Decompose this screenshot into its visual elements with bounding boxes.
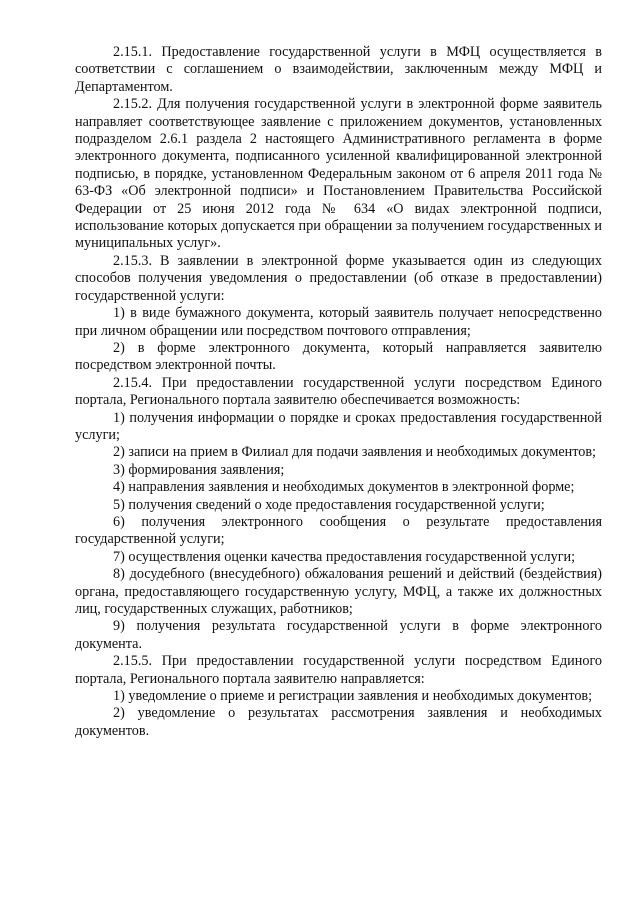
list-item-2-15-3-2: 2) в форме электронного документа, который направляется заявителю посредством электронной почты. <box>75 339 602 374</box>
paragraph-2-15-1: 2.15.1. Предоставление государственной услуги в МФЦ осуществляется в соответствии с соглашением о взаимодействии, заключенным между МФЦ и Департаментом. <box>75 44 602 95</box>
document-page <box>75 44 602 740</box>
paragraph-2-15-3: 2.15.3. В заявлении в электронной форме указывается один из следующих способов получения уведомления о предоставлении (об отказе в предоставлении) государственной услуги: <box>75 252 602 304</box>
list-item-2-15-4-9: 9) получения результата государственной услуги в форме электронного документа. <box>75 618 602 652</box>
list-item-2-15-5-2: 2) уведомление о результатах рассмотрения заявления и необходимых документов. <box>75 705 602 739</box>
paragraph-2-15-5: 2.15.5. При предоставлении государственной услуги посредством Единого портала, Регионального портала заявителю направляется: <box>75 653 602 687</box>
list-item-2-15-4-6: 6) получения электронного сообщения о результате предоставления государственной услуги; <box>75 513 602 548</box>
list-item-2-15-4-7: 7) осуществления оценки качества предоставления государственной услуги; <box>113 548 576 565</box>
paragraph-2-15-2: 2.15.2. Для получения государственной услуги в электронной форме заявитель направляет соответствующее заявление с приложением документов, установленных подразделом 2.6.1 раздела 2 настоящего Административного регламента в форме электронного документа, подписанного усиленной квалифицированной электронной подписью, в порядке, установленном Федеральным законом от 6 апреля 2011 года № 63-ФЗ «Об электронной подписи» и Постановлением Правительства Российской Федерации от 25 июня 2012 года № 634 «О видах электронной подписи, использование которых допускается при обращении за получением государственных и муниципальных услуг». <box>75 96 602 252</box>
list-item-2-15-4-5: 5) получения сведений о ходе предоставления государственной услуги; <box>113 496 545 513</box>
list-item-2-15-4-1: 1) получения информации о порядке и сроках предоставления государственной услуги; <box>75 409 602 443</box>
list-item-2-15-4-8: 8) досудебного (внесудебного) обжалования решений и действий (бездействия) органа, предоставляющего государственную услугу, МФЦ, а также их должностных лиц, государственных служащих, работников; <box>75 566 602 617</box>
list-item-2-15-3-1: 1) в виде бумажного документа, который заявитель получает непосредственно при личном обращении или посредством почтового отправления; <box>75 305 602 339</box>
list-item-2-15-4-4: 4) направления заявления и необходимых документов в электронной форме; <box>113 479 575 496</box>
paragraph-2-15-4: 2.15.4. При предоставлении государственной услуги посредством Единого портала, Регионального портала заявителю обеспечивается возможность: <box>75 374 602 409</box>
list-item-2-15-5-1: 1) уведомление о приеме и регистрации заявления и необходимых документов; <box>113 688 593 705</box>
list-item-2-15-4-2: 2) записи на прием в Филиал для подачи заявления и необходимых документов; <box>113 444 596 461</box>
list-item-2-15-4-3: 3) формирования заявления; <box>113 461 285 478</box>
